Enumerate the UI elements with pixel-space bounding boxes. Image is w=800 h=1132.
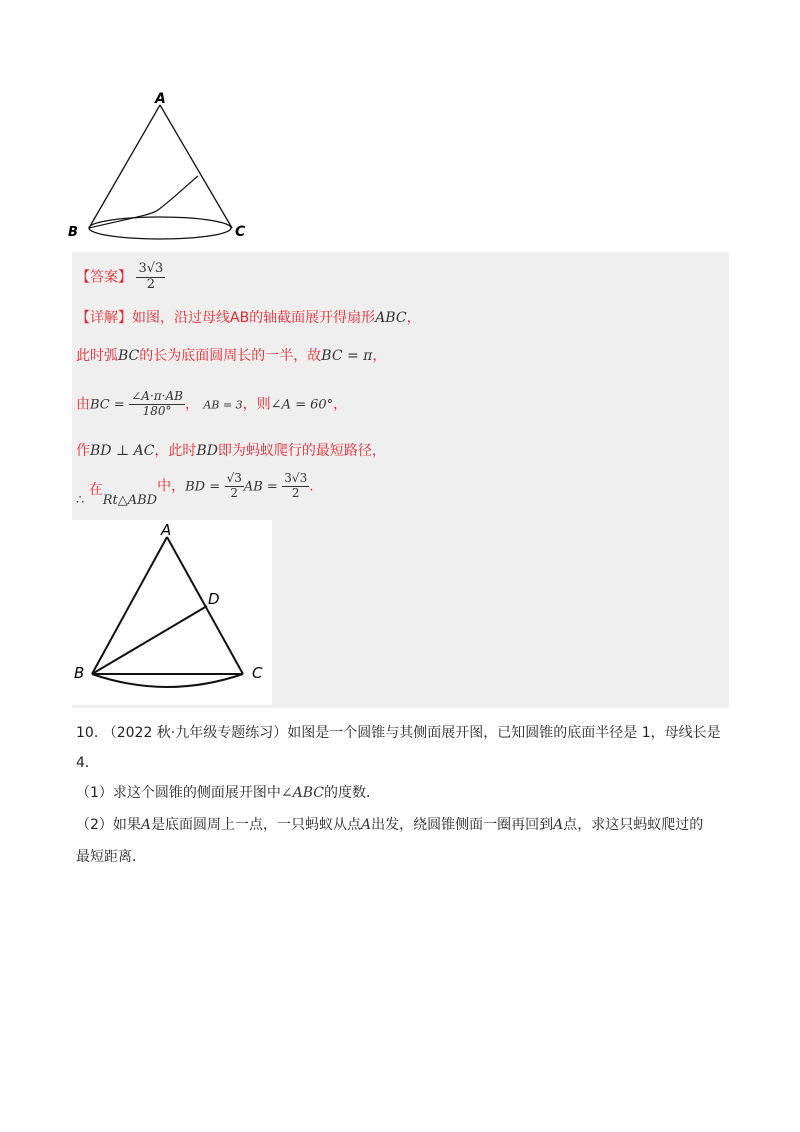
detail-line1-text: 如图，沿过母线AB的轴截面展开得扇形 bbox=[132, 310, 376, 326]
detail-line3-comma: ， bbox=[184, 396, 199, 413]
detail-line-3 bbox=[76, 390, 347, 419]
detail-line2-b: 的长为底面圆周长的一半，故 bbox=[139, 348, 322, 364]
part2-text-a: （2）如果 bbox=[76, 817, 141, 833]
detail-bd-perp-ac: BD ⊥ AC bbox=[90, 443, 155, 459]
label-d: D bbox=[208, 590, 220, 608]
part1-angle-abc: ∠ABC bbox=[280, 785, 325, 801]
answer-fraction bbox=[136, 262, 165, 293]
detail-f2-den: 2 bbox=[291, 485, 300, 500]
detail-arc-frac-num: ∠A·π·AB bbox=[131, 389, 183, 403]
detail-arc-frac-den: 180° bbox=[142, 403, 172, 418]
label-c: C bbox=[235, 224, 246, 240]
detail-bc-eq-pi: BC = π bbox=[321, 348, 373, 364]
detail-line4-c: 即为蚂蚁爬行的最短路径， bbox=[217, 443, 386, 459]
detail-line-5 bbox=[76, 471, 314, 509]
question-stem-line2: 4． bbox=[76, 755, 99, 771]
cone-edge-ab bbox=[89, 105, 160, 228]
answer-line bbox=[76, 262, 165, 293]
detail-sqrt3-over-2 bbox=[225, 472, 244, 501]
cone-figure bbox=[62, 90, 282, 245]
part2-text-b: 是底面圆周上一点，一只蚂蚁从点 bbox=[151, 817, 362, 833]
detail-line3-end: ， bbox=[333, 396, 348, 413]
detail-bd: BD bbox=[196, 443, 218, 459]
cone-edge-ac bbox=[160, 105, 232, 228]
detail-line5-end: . bbox=[309, 478, 314, 495]
question-part-2-line2: 最短距离． bbox=[76, 849, 146, 865]
detail-arc-bc: BC bbox=[118, 348, 140, 364]
label-b: B bbox=[68, 225, 78, 240]
part1-text-a: （1）求这个圆锥的侧面展开图中 bbox=[76, 785, 281, 801]
question-source: （2022 秋·九年级专题练习） bbox=[102, 725, 288, 741]
detail-tag: 【详解】 bbox=[76, 310, 132, 326]
part1-text-b: 的度数． bbox=[324, 785, 381, 801]
label-c: C bbox=[252, 664, 263, 682]
detail-ab-eq-3: AB = 3 bbox=[203, 398, 243, 412]
question-part-2 bbox=[76, 814, 703, 834]
cone-base-ellipse bbox=[89, 217, 231, 239]
detail-rt-triangle: Rt△ABD bbox=[102, 493, 158, 509]
detail-line2-end: ， bbox=[372, 348, 387, 364]
detail-line3-a: 由 bbox=[76, 396, 90, 413]
answer-tag: 【答案】 bbox=[76, 269, 132, 286]
detail-f1-den: 2 bbox=[230, 485, 239, 500]
label-a: A bbox=[155, 91, 166, 107]
detail-line5-zhong: 中， bbox=[157, 478, 186, 495]
detail-f1-num: √3 bbox=[226, 471, 242, 485]
detail-bc-eq: BC = bbox=[90, 397, 125, 413]
ant-path-curve bbox=[89, 176, 198, 228]
detail-angle-a: ∠A = 60° bbox=[270, 397, 334, 413]
question-stem-line1: 如图是一个圆锥与其侧面展开图，已知圆锥的底面半径是 1，母线长是 bbox=[287, 725, 721, 741]
detail-line3-b: ，则 bbox=[242, 396, 271, 413]
label-b: B bbox=[74, 664, 85, 682]
part2-text-d: 点，求这只蚂蚁爬过的 bbox=[563, 817, 704, 833]
detail-line-4 bbox=[76, 440, 386, 460]
detail-result-fraction bbox=[282, 472, 309, 501]
detail-arc-fraction bbox=[129, 390, 185, 419]
detail-line5-zai: 在 bbox=[88, 482, 103, 499]
detail-line2-a: 此时弧 bbox=[76, 348, 118, 364]
detail-line5-ab: AB = bbox=[243, 479, 278, 495]
question-part-1 bbox=[76, 782, 380, 802]
detail-line-2 bbox=[76, 345, 386, 365]
part2-point-a-3: A bbox=[553, 817, 564, 833]
sector-figure bbox=[72, 520, 272, 705]
detail-f2-num: 3√3 bbox=[284, 471, 308, 485]
part2-point-a-1: A bbox=[140, 817, 152, 833]
detail-sector-abc: ABC bbox=[375, 310, 407, 326]
detail-line-1 bbox=[76, 307, 421, 327]
detail-line4-a: 作 bbox=[76, 443, 90, 459]
therefore-symbol: ∴ bbox=[76, 493, 85, 509]
detail-line4-b: ，此时 bbox=[154, 443, 197, 459]
answer-denominator: 2 bbox=[146, 276, 155, 292]
question-number: 10. bbox=[76, 725, 99, 741]
detail-line1-end: ， bbox=[406, 310, 421, 326]
detail-line5-bd: BD = bbox=[185, 479, 221, 495]
part2-point-a-2: A bbox=[361, 817, 372, 833]
question-line-1 bbox=[76, 722, 721, 742]
label-a: A bbox=[161, 521, 172, 539]
answer-numerator: 3√3 bbox=[138, 261, 164, 276]
part2-text-c: 出发，绕圆锥侧面一圈再回到 bbox=[371, 817, 554, 833]
